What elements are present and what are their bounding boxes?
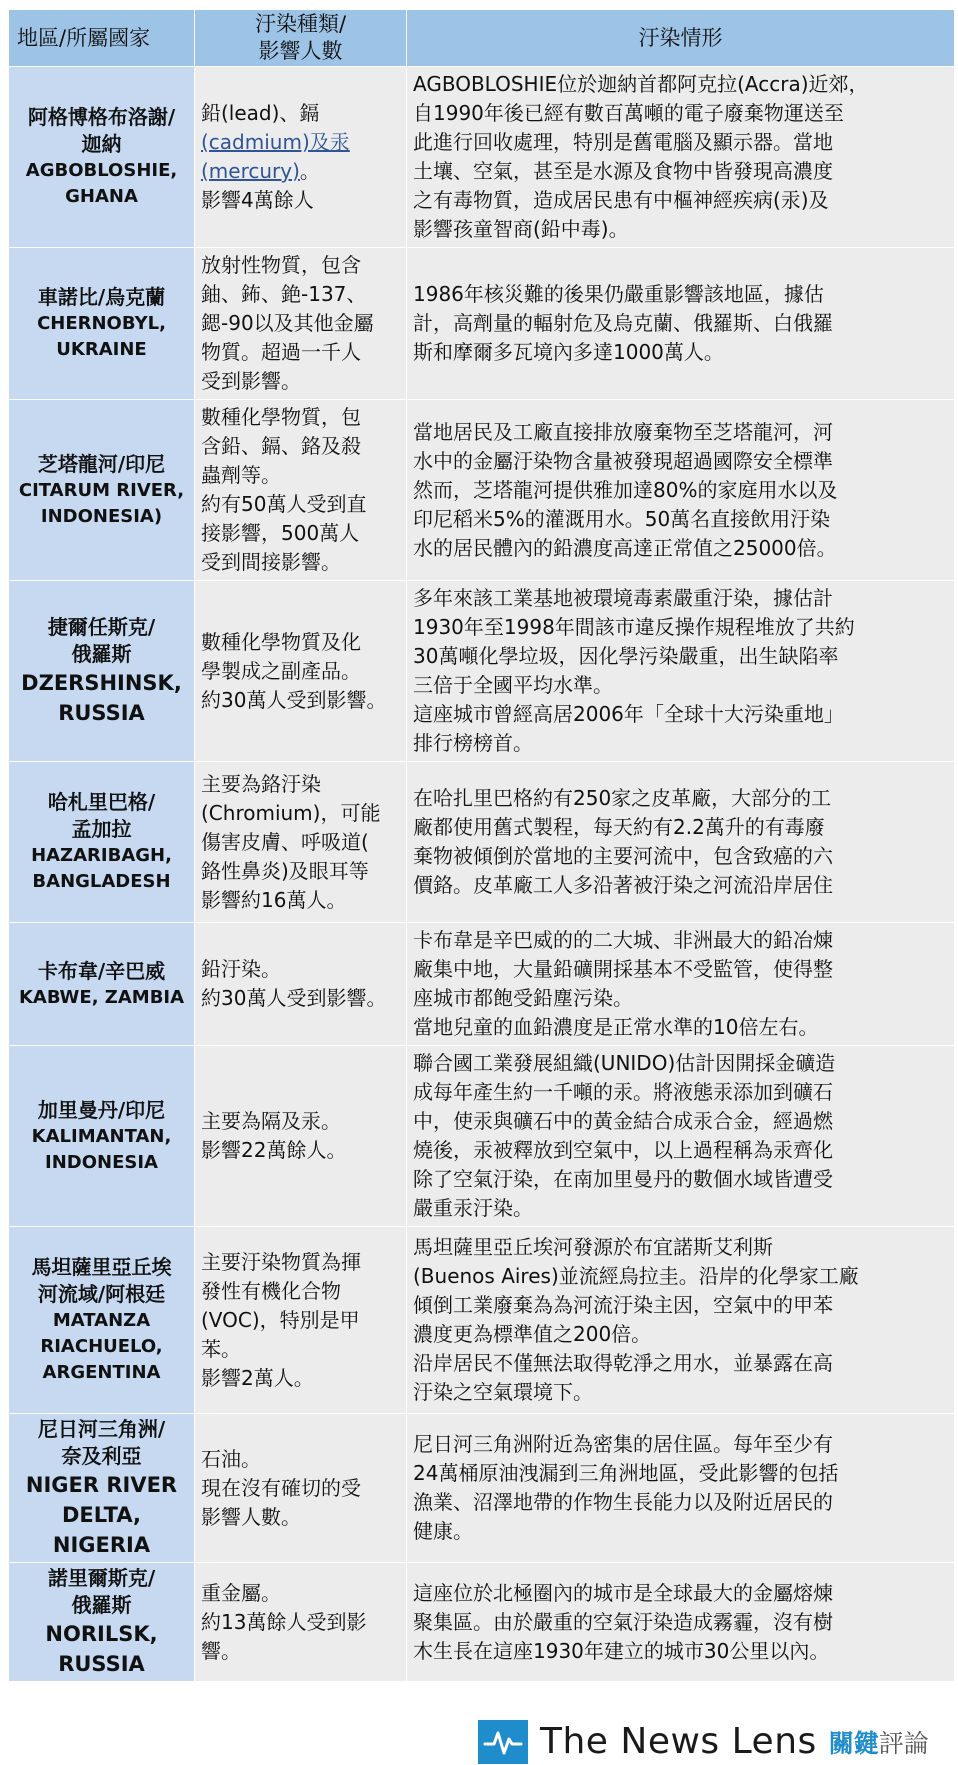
pollution-type-line: (VOC)，特別是甲	[201, 1307, 360, 1332]
situation-line: 木生長在這座1930年建立的城市30公里以內。	[413, 1638, 830, 1663]
table-row	[9, 67, 955, 248]
location-zh: 河流域/阿根廷	[37, 1282, 166, 1306]
pollution-type-line: 受到間接影響。	[201, 550, 341, 574]
pollution-type-line: 鉛汙染。	[201, 957, 281, 981]
situation-line: 這座位於北極圈內的城市是全球最大的金屬熔煉	[413, 1580, 833, 1605]
brand-name-zh	[829, 1724, 929, 1760]
brand-zh-rest: 評論	[878, 1728, 929, 1758]
pollution-type-line: 影響約16萬人。	[201, 887, 347, 912]
pollution-type-line: 鉛(lead)、鎘	[201, 101, 320, 125]
location-zh: 俄羅斯	[71, 1593, 132, 1617]
location-zh: 諾里爾斯克/	[47, 1566, 156, 1590]
pollution-type-cell	[195, 1227, 407, 1414]
situation-line: 卡布韋是辛巴威的的二大城、非洲最大的鉛冶煉	[413, 928, 833, 952]
brand-zh-strong: 關鍵	[828, 1728, 879, 1758]
situation-line: 當地居民及工廠直接排放廢棄物至芝塔龍河，河	[413, 419, 833, 444]
situation-line: 當地兒童的血鉛濃度是正常水準的10倍左右。	[413, 1015, 819, 1039]
pollution-type-cell	[195, 67, 407, 248]
situation-line: 30萬噸化學垃圾，因化學污染嚴重，出生缺陷率	[413, 644, 839, 668]
location-cell	[9, 1227, 195, 1414]
table-row	[9, 1046, 955, 1227]
location-en: KALIMANTAN,	[31, 1125, 172, 1147]
situation-line: 價鉻。皮革廠工人多沿著被汙染之河流沿岸居住	[413, 873, 833, 897]
location-en: NIGERIA	[52, 1533, 151, 1557]
location-en: NIGER RIVER	[25, 1473, 178, 1497]
pollution-type-line: 石油。	[201, 1446, 261, 1471]
situation-line: 24萬桶原油洩漏到三角洲地區，受此影響的包括	[413, 1461, 839, 1485]
situation-line: 尼日河三角洲附近為密集的居住區。每年至少有	[413, 1432, 833, 1456]
situation-cell	[407, 1563, 955, 1682]
situation-cell	[407, 1227, 955, 1414]
situation-line: 然而，芝塔龍河提供雅加達80%的家庭用水以及	[413, 477, 838, 502]
location-en: RIACHUELO,	[40, 1336, 163, 1357]
pollution-type-line: 數種化學物質及化	[201, 629, 361, 654]
situation-cell	[407, 248, 955, 400]
table-body	[9, 67, 955, 1682]
location-zh: 馬坦薩里亞丘埃	[31, 1255, 172, 1279]
situation-line: 成每年產生約一千噸的汞。將液態汞添加到礦石	[413, 1080, 833, 1104]
situation-line: 排行榜榜首。	[413, 731, 533, 755]
location-en: DZERSHINSK,	[21, 671, 182, 695]
pollution-type-line: 苯。	[201, 1336, 241, 1361]
header-pollution-type-line: 影響人數	[258, 39, 343, 63]
situation-line: 之有毒物質，造成居民患有中樞神經疾病(汞)及	[413, 188, 829, 212]
pollution-type-cell	[195, 1046, 407, 1227]
location-zh: 哈札里巴格/	[47, 790, 156, 814]
location-en: ARGENTINA	[42, 1362, 161, 1383]
pollution-type-line: 約30萬人受到影響。	[201, 687, 387, 712]
location-cell	[9, 1414, 195, 1563]
location-cell	[9, 1563, 195, 1682]
location-en: HAZARIBAGH,	[31, 845, 172, 866]
situation-line: 三倍于全國平均水準。	[413, 673, 613, 697]
pollution-type-line: 主要為隔及汞。	[201, 1109, 341, 1133]
situation-line: 聚集區。由於嚴重的空氣汙染造成霧霾，沒有樹	[413, 1609, 833, 1634]
pollution-type-cell	[195, 581, 407, 762]
pollution-type-cell	[195, 1414, 407, 1563]
pollution-type-line: (Chromium)，可能	[201, 800, 381, 825]
situation-line: 馬坦薩里亞丘埃河發源於布宜諾斯艾利斯	[413, 1235, 773, 1259]
location-cell	[9, 581, 195, 762]
location-cell	[9, 923, 195, 1046]
pollution-type-line	[201, 128, 402, 157]
situation-line: AGBOBLOSHIE位於迦納首都阿克拉(Accra)近郊，	[413, 72, 869, 96]
location-en: RUSSIA	[58, 1652, 145, 1676]
pollution-type-line: 發性有機化合物	[201, 1278, 341, 1303]
location-en: NORILSK,	[45, 1622, 158, 1646]
header-pollution-type-line: 汙染種類/	[254, 12, 347, 36]
situation-line: 中，使汞與礦石中的黃金結合成汞合金，經過燃	[413, 1109, 833, 1133]
location-en: CHERNOBYL,	[37, 313, 166, 334]
pollution-type-cell	[195, 248, 407, 400]
header-location: 地區/所屬國家	[9, 10, 195, 67]
location-en: RUSSIA	[58, 701, 145, 725]
table-row	[9, 400, 955, 581]
header-pollution-type	[195, 10, 407, 67]
location-zh: 捷爾任斯克/	[47, 615, 156, 639]
situation-cell	[407, 400, 955, 581]
heartbeat-icon	[478, 1720, 528, 1764]
element-link[interactable]: (mercury)	[201, 159, 300, 183]
location-zh: 芝塔龍河/印尼	[37, 451, 166, 476]
situation-line: 自1990年後已經有數百萬噸的電子廢棄物運送至	[413, 101, 844, 125]
situation-line: 漁業、沼澤地帶的作物生長能力以及附近居民的	[413, 1490, 833, 1514]
location-cell	[9, 1046, 195, 1227]
situation-line: 土壤、空氣，甚至是水源及食物中皆發現高濃度	[413, 159, 833, 183]
situation-cell	[407, 762, 955, 923]
situation-line: 健康。	[413, 1519, 473, 1543]
pollution-type-cell	[195, 923, 407, 1046]
situation-cell	[407, 1414, 955, 1563]
pollution-type-cell	[195, 762, 407, 923]
table-row	[9, 248, 955, 400]
pollution-type-line	[201, 157, 402, 186]
location-zh: 尼日河三角洲/	[37, 1417, 166, 1441]
situation-line: 多年來該工業基地被環境毒素嚴重汙染，據估計	[413, 586, 833, 610]
situation-cell	[407, 581, 955, 762]
situation-line: 影響孩童智商(鉛中毒)。	[413, 217, 629, 241]
pollution-type-line: 蟲劑等。	[201, 463, 281, 487]
location-zh: 俄羅斯	[71, 642, 132, 666]
table-row	[9, 1227, 955, 1414]
location-cell	[9, 248, 195, 400]
pollution-type-line: 影響2萬人。	[201, 1365, 314, 1390]
pollution-type-line: 含鉛、鎘、鉻及殺	[201, 434, 361, 458]
table-row	[9, 1563, 955, 1682]
situation-line: 此進行回收處理，特別是舊電腦及顯示器。當地	[413, 130, 833, 154]
pollution-type-line: 物質。超過一千人	[201, 340, 361, 364]
location-en: AGBOBLOSHIE,	[25, 160, 178, 181]
location-en: UKRAINE	[56, 339, 147, 360]
location-zh: 卡布韋/辛巴威	[37, 958, 166, 983]
location-zh: 阿格博格布洛謝/	[27, 105, 176, 129]
location-zh: 加里曼丹/印尼	[37, 1097, 166, 1122]
situation-cell	[407, 67, 955, 248]
pollution-type-line: 受到影響。	[201, 369, 301, 393]
location-en: KABWE, ZAMBIA	[18, 986, 185, 1008]
situation-line: 嚴重汞汙染。	[413, 1196, 533, 1220]
situation-line: (Buenos Aires)並流經烏拉圭。沿岸的化學家工廠	[413, 1264, 859, 1288]
situation-line: 濃度更為標準值之200倍。	[413, 1322, 652, 1346]
location-cell	[9, 400, 195, 581]
pollution-type-line: 鉻性鼻炎)及眼耳等	[201, 858, 369, 883]
table-row	[9, 923, 955, 1046]
pollution-type-cell	[195, 1563, 407, 1682]
location-en: CITARUM RIVER,	[18, 479, 185, 501]
element-link[interactable]: (cadmium)及汞	[201, 130, 350, 154]
location-en: DELTA,	[62, 1503, 141, 1527]
pollution-type-line: 接影響，500萬人	[201, 521, 360, 545]
location-zh: 車諾比/烏克蘭	[37, 285, 166, 309]
pollution-type-line: 放射性物質，包含	[201, 253, 361, 277]
table-row	[9, 762, 955, 923]
situation-line: 計，高劑量的輻射危及烏克蘭、俄羅斯、白俄羅	[413, 311, 833, 335]
situation-line: 座城市都飽受鉛塵污染。	[413, 986, 633, 1010]
location-cell	[9, 67, 195, 248]
situation-line: 聯合國工業發展組織(UNIDO)估計因開採金礦造	[413, 1051, 836, 1075]
footer-logo	[478, 1718, 958, 1765]
situation-line: 1986年核災難的後果仍嚴重影響該地區，據估	[413, 282, 824, 306]
pollution-type-line: 現在沒有確切的受	[201, 1475, 361, 1500]
header-situation: 汙染情形	[407, 10, 955, 67]
table-row	[9, 581, 955, 762]
brand-name: The News Lens	[540, 1721, 817, 1762]
situation-line: 1930年至1998年間該市違反操作規程堆放了共約	[413, 615, 855, 639]
situation-line: 除了空氣汙染，在南加里曼丹的數個水域皆遭受	[413, 1167, 833, 1191]
pollution-type-line: 學製成之副產品。	[201, 658, 361, 683]
location-zh: 孟加拉	[71, 817, 132, 841]
pollution-table	[8, 9, 955, 1682]
situation-line: 水中的金屬汙染物含量被發現超過國際安全標準	[413, 448, 833, 473]
situation-line: 傾倒工業廢棄為為河流汙染主因，空氣中的甲苯	[413, 1293, 833, 1317]
pollution-type-line: 影響人數。	[201, 1504, 301, 1529]
location-en: BANGLADESH	[32, 871, 171, 892]
affected-count: 影響4萬餘人	[201, 188, 314, 212]
pollution-type-line: 主要為鉻汙染	[201, 771, 321, 796]
location-cell	[9, 762, 195, 923]
link-suffix: 。	[299, 159, 320, 183]
situation-cell	[407, 1046, 955, 1227]
pollution-type-line: 約有50萬人受到直	[201, 492, 367, 516]
pollution-type-line: 主要汙染物質為揮	[201, 1249, 361, 1274]
situation-line: 這座城市曾經高居2006年「全球十大污染重地」	[413, 702, 844, 726]
pollution-type-line: 約13萬餘人受到影	[201, 1609, 367, 1634]
situation-line: 印尼稻米5%的灌溉用水。50萬名直接飲用汙染	[413, 506, 831, 531]
pollution-type-line: 約30萬人受到影響。	[201, 986, 387, 1010]
pollution-type-line: 傷害皮膚、呼吸道(	[201, 829, 369, 854]
pollution-type-line: 鍶-90以及其他金屬	[201, 311, 374, 335]
situation-line: 燒後，汞被釋放到空氣中，以上過程稱為汞齊化	[413, 1138, 833, 1162]
location-en: INDONESIA)	[40, 505, 163, 527]
location-en: GHANA	[65, 186, 138, 207]
pollution-type-line: 影響22萬餘人。	[201, 1138, 347, 1162]
pollution-type-line: 重金屬。	[201, 1580, 281, 1605]
pollution-type-line: 響。	[201, 1638, 241, 1663]
situation-line: 廠都使用舊式製程，每天約有2.2萬升的有毒廢	[413, 815, 825, 839]
location-zh: 迦納	[81, 132, 122, 156]
situation-line: 沿岸居民不僅無法取得乾淨之用水，並暴露在高	[413, 1351, 833, 1375]
location-zh: 奈及利亞	[61, 1444, 142, 1468]
situation-line: 斯和摩爾多瓦境內多達1000萬人。	[413, 340, 724, 364]
situation-cell	[407, 923, 955, 1046]
pollution-type-cell	[195, 400, 407, 581]
location-en: INDONESIA	[45, 1151, 158, 1173]
pollution-type-line: 數種化學物質，包	[201, 405, 361, 429]
situation-line: 水的居民體內的鉛濃度高達正常值之25000倍。	[413, 535, 837, 560]
situation-line: 廠集中地，大量鉛礦開採基本不受監管，使得整	[413, 957, 833, 981]
situation-line: 汙染之空氣環境下。	[413, 1380, 593, 1404]
situation-line: 在哈扎里巴格約有250家之皮革廠，大部分的工	[413, 786, 832, 810]
pollution-type-line: 鈾、鈽、銫-137、	[201, 282, 367, 306]
location-en: MATANZA	[52, 1310, 151, 1331]
table-row	[9, 1414, 955, 1563]
situation-line: 棄物被傾倒於當地的主要河流中，包含致癌的六	[413, 844, 833, 868]
table-header-row	[9, 10, 955, 67]
